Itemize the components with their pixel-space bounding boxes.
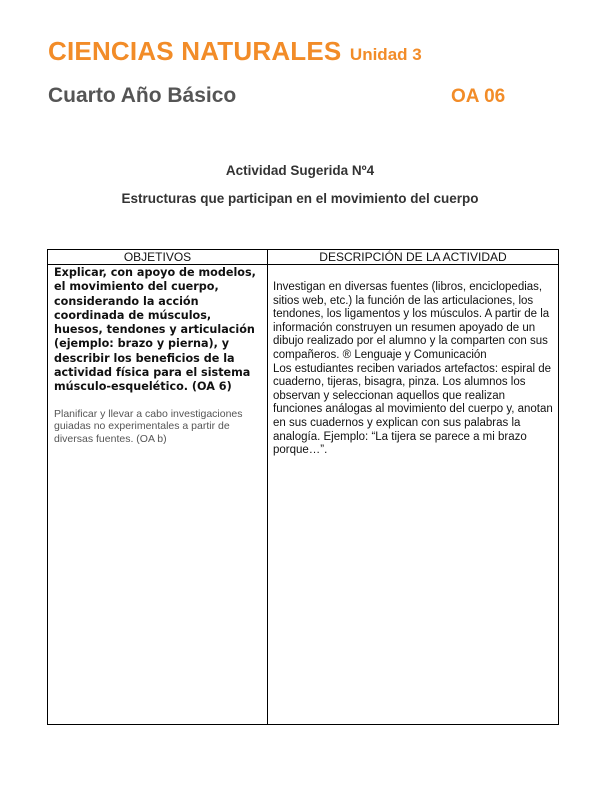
description-header: DESCRIPCIÓN DE LA ACTIVIDAD [268, 250, 558, 265]
objective-main-text: Explicar, con apoyo de modelos, el movimiento del cuerpo, considerando la acción coordinada de músculos, huesos, tendones y articulación (ejemplo: brazo y pierna), y describir los beneficios de la actividad física para el sistema músculo-esquelético. (OA 6) [54, 266, 256, 394]
unit-label: Unidad 3 [349, 45, 422, 64]
grade-level: Cuarto Año Básico [48, 84, 237, 107]
description-paragraph-1: Investigan en diversas fuentes (libros, enciclopedias, sitios web, etc.) la función de las articulaciones, los tendones, los ligamentos y los músculos. A partir de la información construyen un resumen apoyado de un dibujo realizado por el alumno y la comparten con sus compañeros. ® Lenguaje y Comunicación [273, 281, 550, 361]
activity-title: Actividad Sugerida Nº4 [225, 163, 375, 178]
subject-title [48, 36, 422, 67]
objectives-header: OBJETIVOS [48, 250, 268, 265]
activity-subtitle: Estructuras que participan en el movimiento del cuerpo [121, 191, 479, 206]
objectives-cell [48, 265, 268, 724]
description-cell [268, 265, 558, 724]
objective-secondary-text: Planificar y llevar a cabo investigaciones guiadas no experimentales a partir de diversas fuentes. (OA b) [54, 407, 243, 445]
description-paragraph-2: Los estudiantes reciben variados artefactos: espiral de cuaderno, tijeras, bisagra, pinza. Los alumnos los observan y seleccionan aquellos que realizan funciones análogas al movimiento del cuerpo y, anotan en sus cuadernos y explican con sus palabras la analogía. Ejemplo: “La tijera se parece a mi brazo porque…”. [273, 362, 553, 457]
activity-table [47, 249, 559, 725]
oa-code: OA 06 [451, 86, 506, 107]
subject-name: CIENCIAS NATURALES [48, 36, 342, 66]
